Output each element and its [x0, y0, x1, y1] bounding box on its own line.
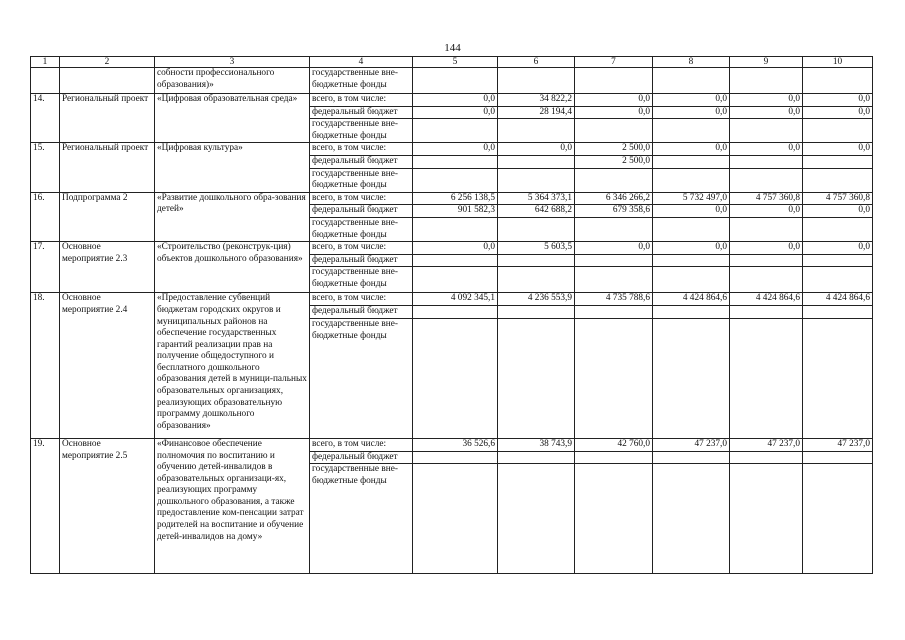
value-cell [498, 318, 575, 438]
value-cell [575, 217, 653, 241]
value-cell [730, 217, 803, 241]
value-cell: 4 735 788,6 [575, 293, 653, 306]
value-cell [803, 318, 873, 438]
source-cell: федеральный бюджет [310, 306, 413, 319]
value-cell [498, 464, 575, 574]
value-cell: 4 236 553,9 [498, 293, 575, 306]
value-cell: 0,0 [653, 143, 730, 156]
row-type-cell: Региональный проект [60, 143, 155, 192]
source-cell: федеральный бюджет [310, 106, 413, 119]
value-cell [803, 451, 873, 464]
source-cell: федеральный бюджет [310, 254, 413, 267]
value-cell: 5 732 497,0 [653, 192, 730, 205]
value-cell [498, 168, 575, 192]
value-cell: 0,0 [575, 94, 653, 107]
value-cell [730, 155, 803, 168]
value-cell [730, 119, 803, 143]
value-cell: 36 526,6 [413, 438, 498, 451]
row-type-cell: Основное мероприятие 2.3 [60, 242, 155, 293]
value-cell: 4 092 345,1 [413, 293, 498, 306]
row-type-cell [60, 68, 155, 94]
value-cell: 47 237,0 [730, 438, 803, 451]
source-cell: государственные вне-бюджетные фонды [310, 267, 413, 293]
value-cell [803, 168, 873, 192]
column-header: 6 [498, 57, 575, 68]
value-cell: 42 760,0 [575, 438, 653, 451]
source-cell: федеральный бюджет [310, 451, 413, 464]
value-cell [575, 168, 653, 192]
value-cell [413, 68, 498, 94]
value-cell: 0,0 [803, 106, 873, 119]
value-cell [803, 119, 873, 143]
value-cell [730, 68, 803, 94]
row-number-cell: 18. [31, 293, 60, 439]
value-cell [730, 464, 803, 574]
value-cell [653, 306, 730, 319]
value-cell [803, 267, 873, 293]
row-number-cell: 14. [31, 94, 60, 143]
value-cell [730, 267, 803, 293]
column-header: 10 [803, 57, 873, 68]
value-cell [413, 318, 498, 438]
value-cell [413, 168, 498, 192]
table-row [31, 143, 873, 156]
source-cell: всего, в том числе: [310, 143, 413, 156]
continuation-row [31, 68, 873, 94]
value-cell: 4 757 360,8 [730, 192, 803, 205]
value-cell: 47 237,0 [653, 438, 730, 451]
row-name-cell: «Развитие дошкольного обра-зования детей» [155, 192, 310, 241]
value-cell [575, 254, 653, 267]
table-row [31, 94, 873, 107]
source-cell: всего, в том числе: [310, 438, 413, 451]
row-type-cell: Основное мероприятие 2.5 [60, 438, 155, 573]
value-cell: 901 582,3 [413, 205, 498, 218]
value-cell: 0,0 [803, 205, 873, 218]
value-cell: 0,0 [803, 242, 873, 255]
value-cell: 0,0 [575, 242, 653, 255]
value-cell [575, 68, 653, 94]
value-cell: 34 822,2 [498, 94, 575, 107]
value-cell [653, 119, 730, 143]
row-name-cell: «Финансовое обеспечение полномочия по воспитанию и обучению детей-инвалидов в образовательных организаци-ях, реализующих программу дошкольного образования, а также предоставление ком-пенсации затрат родителей на воспитание и обучение детей-инвалидов на дому» [155, 438, 310, 573]
source-cell: всего, в том числе: [310, 293, 413, 306]
value-cell [498, 119, 575, 143]
value-cell: 0,0 [498, 143, 575, 156]
source-cell: федеральный бюджет [310, 155, 413, 168]
table-row [31, 192, 873, 205]
column-header: 8 [653, 57, 730, 68]
value-cell [575, 119, 653, 143]
value-cell [653, 451, 730, 464]
column-header: 7 [575, 57, 653, 68]
value-cell [498, 306, 575, 319]
value-cell: 4 424 864,6 [803, 293, 873, 306]
value-cell: 0,0 [653, 106, 730, 119]
budget-table [30, 56, 873, 574]
value-cell [413, 254, 498, 267]
value-cell: 2 500,0 [575, 155, 653, 168]
source-cell: государственные вне-бюджетные фонды [310, 68, 413, 94]
source-cell: государственные вне-бюджетные фонды [310, 318, 413, 438]
value-cell [730, 306, 803, 319]
value-cell [498, 451, 575, 464]
value-cell: 0,0 [730, 242, 803, 255]
value-cell: 4 424 864,6 [653, 293, 730, 306]
source-cell: государственные вне-бюджетные фонды [310, 217, 413, 241]
value-cell: 38 743,9 [498, 438, 575, 451]
value-cell: 0,0 [575, 106, 653, 119]
value-cell [653, 318, 730, 438]
value-cell: 0,0 [413, 106, 498, 119]
value-cell: 5 364 373,1 [498, 192, 575, 205]
value-cell [730, 451, 803, 464]
column-header: 2 [60, 57, 155, 68]
value-cell: 679 358,6 [575, 205, 653, 218]
value-cell [413, 217, 498, 241]
value-cell [803, 464, 873, 574]
row-name-cell: «Цифровая образовательная среда» [155, 94, 310, 143]
value-cell: 0,0 [413, 242, 498, 255]
source-cell: государственные вне-бюджетные фонды [310, 168, 413, 192]
column-header: 3 [155, 57, 310, 68]
source-cell: всего, в том числе: [310, 242, 413, 255]
value-cell: 5 603,5 [498, 242, 575, 255]
value-cell [413, 119, 498, 143]
value-cell [498, 267, 575, 293]
row-number-cell: 16. [31, 192, 60, 241]
value-cell: 2 500,0 [575, 143, 653, 156]
value-cell: 0,0 [730, 106, 803, 119]
value-cell: 6 256 138,5 [413, 192, 498, 205]
table-row [31, 438, 873, 451]
value-cell: 28 194,4 [498, 106, 575, 119]
value-cell: 0,0 [413, 143, 498, 156]
value-cell: 0,0 [653, 205, 730, 218]
value-cell [653, 155, 730, 168]
value-cell: 6 346 266,2 [575, 192, 653, 205]
value-cell [498, 68, 575, 94]
row-number-cell: 17. [31, 242, 60, 293]
value-cell [413, 464, 498, 574]
column-header: 1 [31, 57, 60, 68]
value-cell [730, 254, 803, 267]
table-row [31, 293, 873, 306]
source-cell: всего, в том числе: [310, 94, 413, 107]
value-cell [575, 464, 653, 574]
value-cell [803, 155, 873, 168]
value-cell [653, 464, 730, 574]
column-header: 4 [310, 57, 413, 68]
value-cell [803, 68, 873, 94]
value-cell [803, 306, 873, 319]
value-cell: 0,0 [803, 143, 873, 156]
row-name-cell: «Строительство (реконструк-ция) объектов дошкольного образования» [155, 242, 310, 293]
value-cell: 4 424 864,6 [730, 293, 803, 306]
row-name-cell: «Предоставление субвенций бюджетам городских округов и муниципальных районов на обеспечение государственных гарантий реализации прав на получение общедоступного и бесплатного дошкольного образования детей в муници-пальных образовательных организациях, реализующих образовательную программу дошкольного образования» [155, 293, 310, 439]
value-cell [575, 306, 653, 319]
value-cell [413, 306, 498, 319]
value-cell: 0,0 [730, 205, 803, 218]
table-row [31, 242, 873, 255]
source-cell: государственные вне-бюджетные фонды [310, 464, 413, 574]
value-cell [413, 155, 498, 168]
source-cell: государственные вне-бюджетные фонды [310, 119, 413, 143]
value-cell [575, 267, 653, 293]
value-cell: 0,0 [730, 143, 803, 156]
value-cell [653, 168, 730, 192]
value-cell [653, 217, 730, 241]
value-cell [730, 318, 803, 438]
value-cell [498, 254, 575, 267]
value-cell [803, 217, 873, 241]
source-cell: федеральный бюджет [310, 205, 413, 218]
value-cell: 0,0 [653, 94, 730, 107]
source-cell: всего, в том числе: [310, 192, 413, 205]
value-cell [653, 254, 730, 267]
value-cell [575, 318, 653, 438]
value-cell: 47 237,0 [803, 438, 873, 451]
value-cell [730, 168, 803, 192]
value-cell [803, 254, 873, 267]
row-number-cell: 19. [31, 438, 60, 573]
value-cell [653, 68, 730, 94]
value-cell: 4 757 360,8 [803, 192, 873, 205]
row-type-cell: Основное мероприятие 2.4 [60, 293, 155, 439]
value-cell: 0,0 [653, 242, 730, 255]
page-number: 144 [444, 42, 461, 54]
value-cell [413, 267, 498, 293]
row-number-cell [31, 68, 60, 94]
column-header: 9 [730, 57, 803, 68]
value-cell [575, 451, 653, 464]
value-cell [413, 451, 498, 464]
value-cell: 0,0 [803, 94, 873, 107]
value-cell: 0,0 [413, 94, 498, 107]
value-cell [498, 155, 575, 168]
value-cell: 0,0 [730, 94, 803, 107]
row-name-cell: «Цифровая культура» [155, 143, 310, 192]
column-header: 5 [413, 57, 498, 68]
row-number-cell: 15. [31, 143, 60, 192]
header-row [31, 57, 873, 68]
value-cell [653, 267, 730, 293]
row-type-cell: Подпрограмма 2 [60, 192, 155, 241]
row-name-cell: собности профессионального образования)» [155, 68, 310, 94]
value-cell: 642 688,2 [498, 205, 575, 218]
row-type-cell: Региональный проект [60, 94, 155, 143]
value-cell [498, 217, 575, 241]
